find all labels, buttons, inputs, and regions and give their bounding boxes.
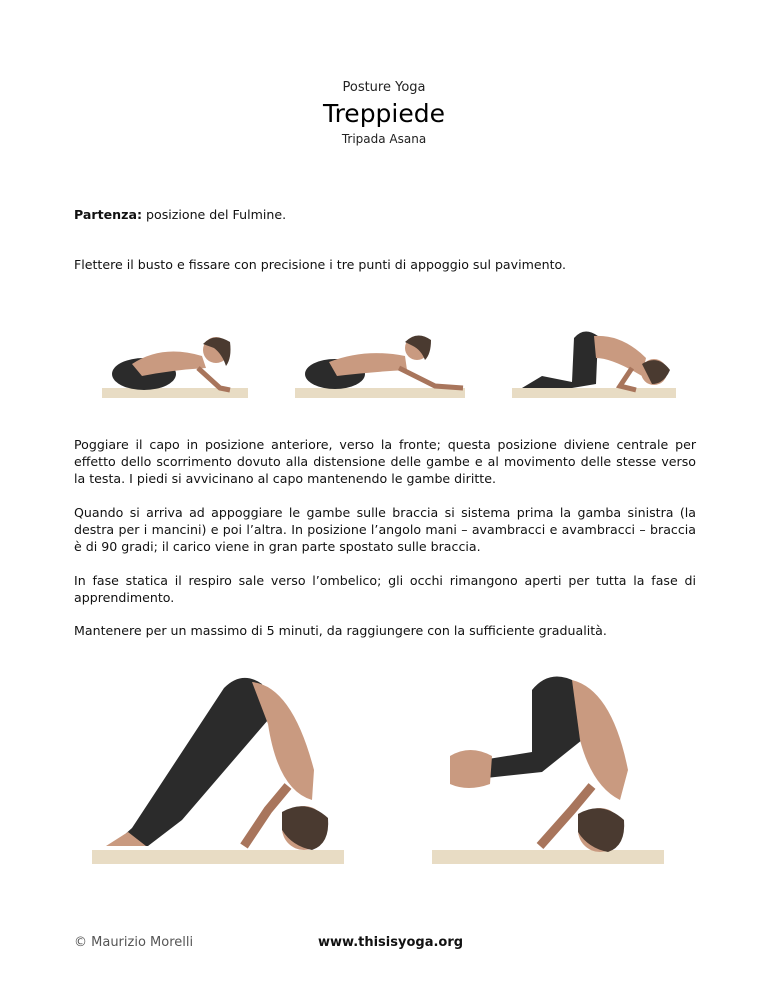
- photo-head-down: [512, 318, 676, 402]
- torso: [252, 682, 314, 800]
- feet: [450, 750, 492, 788]
- start-paragraph: [74, 206, 696, 223]
- footer-website[interactable]: www.thisisyoga.org: [318, 935, 464, 950]
- mat: [512, 388, 676, 398]
- start-label: Partenza:: [74, 207, 142, 222]
- mat: [432, 850, 664, 864]
- legs: [522, 331, 598, 388]
- arm: [244, 786, 288, 846]
- page-title: Treppiede: [322, 99, 446, 128]
- arm: [198, 368, 230, 390]
- photo-tripod-legs-straight: [92, 660, 344, 866]
- paragraph-5: Mantenere per un massimo di 5 minuti, da raggiungere con la sufficiente gradualità.: [74, 623, 607, 638]
- photo-tripod-knees-on-arms: [432, 660, 664, 866]
- page-header: [0, 80, 768, 146]
- torso: [594, 336, 646, 376]
- page-kicker: Posture Yoga: [342, 80, 426, 95]
- arm: [399, 368, 463, 388]
- torso: [329, 353, 407, 376]
- paragraph-4: In fase statica il respiro sale verso l’ombelico; gli occhi rimangono aperti per tutta la fase di apprendimento.: [74, 573, 696, 605]
- photo-kneeling-bend-1: [102, 318, 248, 402]
- paragraph-1: Flettere il busto e fissare con precisione i tre punti di appoggio sul pavimento.: [74, 257, 567, 272]
- page-subtitle: Tripada Asana: [341, 132, 427, 146]
- footer-copyright: © Maurizio Morelli: [74, 935, 194, 950]
- legs: [482, 677, 582, 778]
- legs: [112, 678, 268, 846]
- mat: [92, 850, 344, 864]
- start-text: posizione del Fulmine.: [142, 207, 287, 222]
- photo-kneeling-bend-2: [295, 318, 465, 402]
- paragraph-3: Quando si arriva ad appoggiare le gambe sulle braccia si sistema prima la gamba sinistra (la destra per i mancini) e poi l’altra. In posizione l’angolo mani – avambracci e avambracci – braccia è di 90 gradi; il carico viene in gran parte spostato sulle braccia.: [74, 505, 696, 554]
- mat: [295, 388, 465, 398]
- arm: [620, 368, 636, 390]
- torso: [572, 680, 628, 800]
- paragraph-2: Poggiare il capo in posizione anteriore, verso la fronte; questa posizione diviene centrale per effetto dello scorrimento dovuto alla distensione delle gambe e al movimento delle stesse verso la testa. I piedi si avvicinano al capo mantenendo le gambe diritte.: [74, 437, 696, 486]
